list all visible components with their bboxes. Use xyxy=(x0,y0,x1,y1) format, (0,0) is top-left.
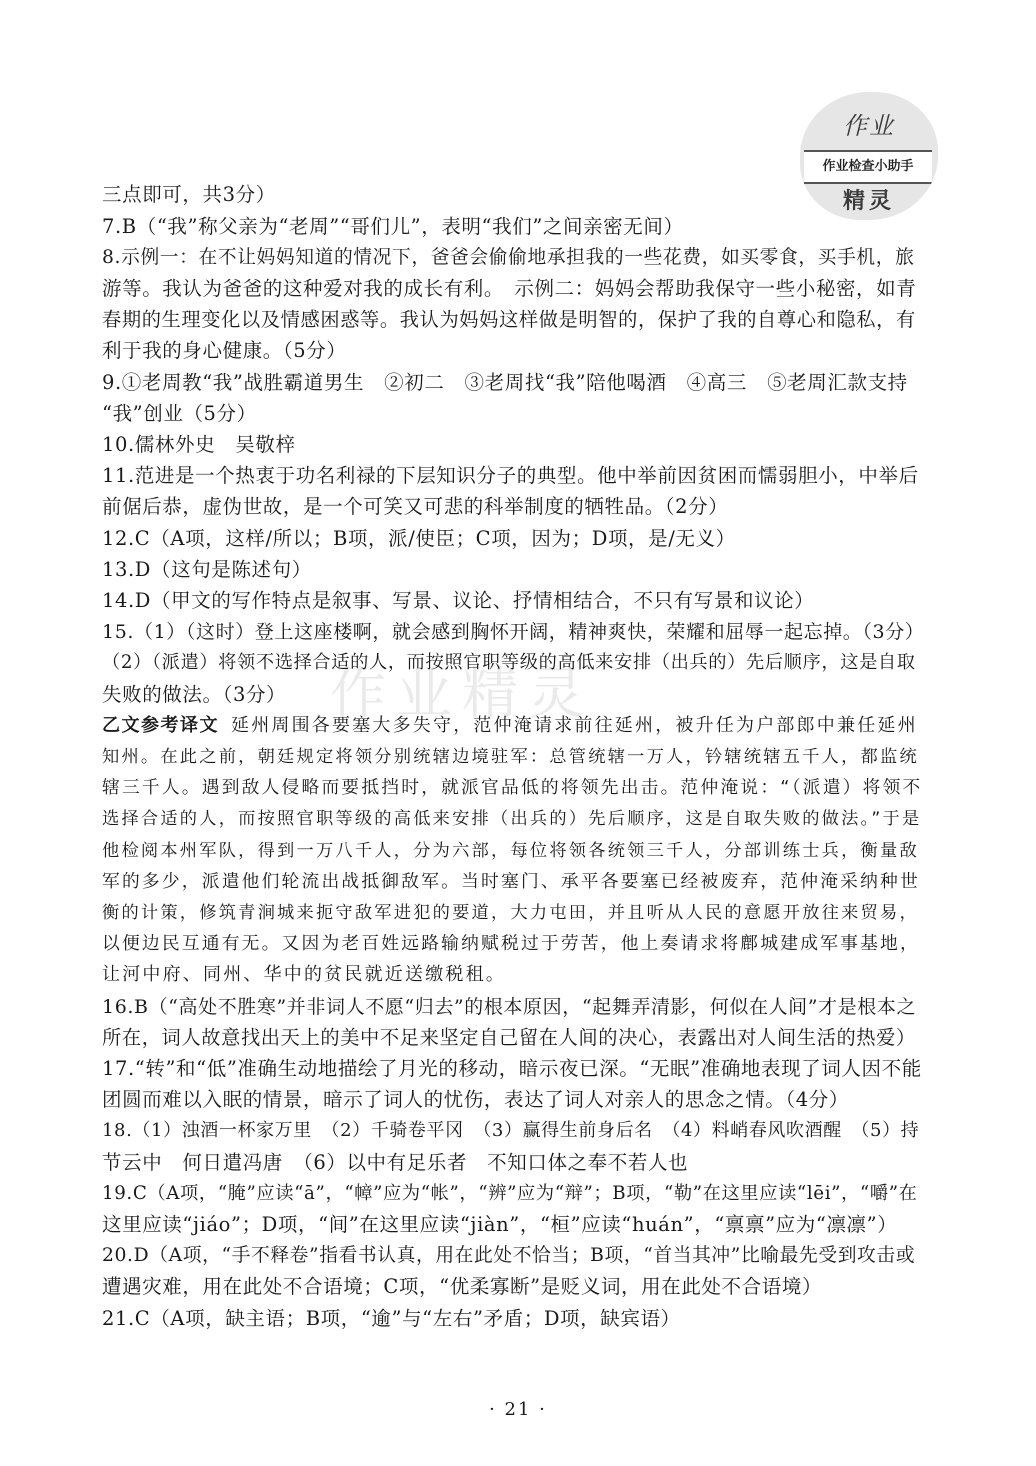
answer-line: 这里应读“jiáo”；D项，“间”在这里应读“jiàn”，“桓”应读“huán”，“禀禀”应为“凛凛”） xyxy=(102,1213,898,1236)
answer-line: 遭遇灾难，用在此处不合语境；C项，“优柔寡断”是贬义词，用在此处不合语境） xyxy=(102,1275,823,1298)
translation-line: 他检阅本州军队，得到一万八千人，分为六部，每位将领各统领三千人，分部训练士兵，衡量敌 xyxy=(102,841,919,861)
answer-line: 8.示例一：在不让妈妈知道的情况下，爸爸会偷偷地承担我的一些花费，如买零食，买手机，旅 xyxy=(102,247,915,268)
answer-line: 16.B（“高处不胜寒”并非词人不愿“归去”的根本原因，“起舞弄清影，何似在人间”才是根本之 xyxy=(102,996,917,1018)
answer-line: 游等。我认为爸爸的这种爱对我的成长有利。 示例二：妈妈会帮助我保守一些小秘密，如青 xyxy=(102,277,917,300)
answer-line: 春期的生理变化以及情感困惑等。我认为妈妈这样做是明智的，保护了我的自尊心和隐私，有 xyxy=(102,308,916,331)
answer-line: 7.B（“我”称父亲为“老周”“哥们儿”，表明“我们”之间亲密无间） xyxy=(102,215,684,238)
answer-line: 前倨后恭，虚伪世故，是一个可笑又可悲的科举制度的牺牲品。（2分） xyxy=(102,495,729,518)
answer-line: 19.C（A项，“腌”应读“ā”，“幛”应为“帐”，“辨”应为“辩”；B项，“勒”在这里应读“lēi”，“嚼”在 xyxy=(102,1183,918,1204)
answer-line: 11.范进是一个热衷于功名利禄的下层知识分子的典型。他中举前因贫困而懦弱胆小，中举后 xyxy=(102,464,919,487)
answer-line: 14.D（甲文的写作特点是叙事、写景、议论、抒情相结合，不只有写景和议论） xyxy=(102,589,815,612)
translation-line: 让河中府、同州、华中的贫民就近送缴税租。 xyxy=(102,964,506,985)
translation-line: 选择合适的人，而按照官职等级的高低来安排（出兵的）先后顺序，这是自取失败的做法。”于是 xyxy=(102,809,922,829)
translation-line: 辖三千人。遇到敌人侵略而要抵挡时，就派官品低的将领先出击。范仲淹说：“（派遣）将领不 xyxy=(102,778,923,798)
stamp-bottom-text: 精灵 xyxy=(842,188,895,214)
answer-line: 13.D（这句是陈述句） xyxy=(102,558,312,581)
answer-line: 所在，词人故意找出天上的美中不足来坚定自己留在人间的决心，表露出对人间生活的热爱） xyxy=(102,1026,916,1049)
answer-line: 9.①老周教“我”战胜霸道男生 ②初二 ③老周找“我”陪他喝酒 ④高三 ⑤老周汇款支持 xyxy=(102,371,908,394)
watermark: 作业精灵 xyxy=(330,662,594,727)
answer-line: 15.（1）（这时）登上这座楼啊，就会感到胸怀开阔，精神爽快，荣耀和屈辱一起忘掉。（3分） xyxy=(102,621,925,643)
answer-line: 12.C（A项，这样/所以；B项，派/使臣；C项，因为；D项，是/无义） xyxy=(102,527,736,550)
answer-line: 三点即可，共3分） xyxy=(102,183,276,206)
translation-title: 乙文参考译文 xyxy=(102,715,219,736)
answer-line: 利于我的身心健康。（5分） xyxy=(102,339,347,362)
stamp-band-text: 作业检查小助手 xyxy=(804,150,932,184)
answer-line: 节云中 何日遣冯唐 （6）以中有足乐者 不知口体之奉不若人也 xyxy=(102,1151,689,1174)
translation-line: 以便边民互通有无。又因为老百姓远路输纳赋税过于劳苦，他上奏请求将鄜城建成军事基地， xyxy=(102,934,920,954)
translation-text: 延州周围各要塞大多失守，范仲淹请求前往延州，被升任为户部郎中兼任延州 xyxy=(231,715,918,736)
translation-line: 知州。在此之前，朝廷规定将领分别统辖边境驻军：总管统辖一万人，钤辖统辖五千人，都监统 xyxy=(102,747,919,767)
answer-line: 18.（1）浊酒一杯家万里 （2）千骑卷平冈 （3）赢得生前身后名 （4）料峭春风吹酒醒 （5）持 xyxy=(102,1120,920,1141)
answer-line: 团圆而难以入眠的情景，暗示了词人的忧伤，表达了词人对亲人的思念之情。（4分） xyxy=(102,1088,849,1111)
translation-line: 衡的计策，修筑青涧城来扼守敌军进犯的要道，大力屯田，并且听从人民的意愿开放往来贸易， xyxy=(102,903,919,923)
stamp-top-text: 作业 xyxy=(843,112,895,140)
homework-stamp xyxy=(800,92,938,220)
answer-line: 10.儒林外史 吴敬梓 xyxy=(102,433,296,456)
answer-line: “我”创业（5分） xyxy=(102,402,257,425)
answer-line: 20.D（A项，“手不释卷”指看书认真，用在此处不恰当；B项，“首当其冲”比喻最先受到攻击或 xyxy=(102,1245,916,1266)
answer-line: 17.“转”和“低”准确生动地描绘了月光的移动，暗示夜已深。“无眠”准确地表现了词人因不能 xyxy=(102,1057,922,1080)
answer-line: 失败的做法。（3分） xyxy=(102,683,287,706)
translation-line: 军的多少，派遣他们轮流出战抵御敌军。当时塞门、承平各要塞已经被废弃，范仲淹采纳种世 xyxy=(102,872,920,892)
page-number: · 21 · xyxy=(489,1399,547,1420)
answer-line: 21.C（A项，缺主语；B项，“逾”与“左右”矛盾；D项，缺宾语） xyxy=(102,1307,681,1330)
answer-line: （2）（派遣）将领不选择合适的人，而按照官职等级的高低来安排（出兵的）先后顺序，这是自取 xyxy=(102,652,916,673)
translation-line xyxy=(102,711,918,741)
